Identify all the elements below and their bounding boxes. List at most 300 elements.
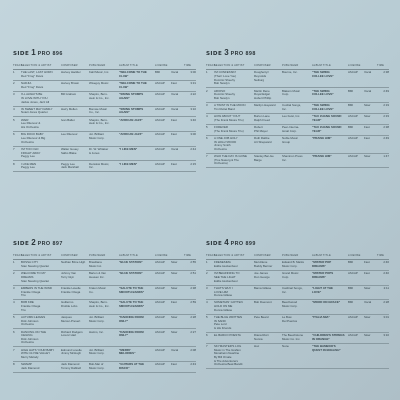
track-time: 4:22 [190, 93, 196, 97]
album-title: "BLUE STATION" [119, 261, 143, 265]
selection-artist: HOW ABOUT YOU? (The Frank Moore Trio) [214, 115, 244, 122]
album-title: "CHILDREN'S STRINGS IN ORANGE" [312, 334, 345, 341]
column-header-cell: TIME [184, 64, 191, 67]
album-title: "THE BAMBOO'S QUEST IN ENGLISH" [312, 345, 341, 352]
composer: Frankie Lavelle Frankie Ortega [61, 286, 81, 294]
track-number: 2 [206, 89, 208, 93]
tempo: Fast [171, 82, 177, 86]
license: ASCAP [155, 261, 165, 265]
side-2-header [13, 238, 196, 252]
tempo: Fast [171, 363, 177, 367]
side-1-header [13, 48, 196, 62]
selection-artist: THE LAST, LAST HORN Red "Frog" Davis [21, 71, 53, 78]
table-row [206, 271, 389, 286]
side-4-section [206, 238, 389, 369]
column-header-cell: TRACK [206, 254, 216, 257]
table-row [13, 132, 196, 147]
tempo: Slow [364, 334, 371, 338]
tempo: Slow [364, 286, 371, 290]
album-title: "LIGHT AT THE LOVE" [312, 286, 333, 294]
license: ASCAP [155, 118, 165, 122]
tempo: Vocal [364, 301, 372, 305]
tempo: Vocal [171, 93, 179, 97]
license: BMI [348, 104, 354, 108]
publisher: Kraton Music Co. [89, 286, 106, 294]
track-time: 2:49 [383, 137, 389, 141]
selection-artist: ARIOSO Dominic Sheehy Bob Newlyn [214, 89, 236, 100]
track-number: 2 [206, 272, 208, 276]
table-row [13, 147, 196, 162]
composer: Harvey Hackler [61, 71, 81, 75]
album-title: "PRAISE HIM" [312, 155, 332, 159]
publisher: Cardinal Songs, Inc. [282, 286, 303, 294]
license: ASCAP [348, 155, 358, 159]
column-header [206, 252, 389, 260]
album-title: "BLUE STATION" [119, 272, 143, 276]
track-time: 3:00 [190, 133, 196, 137]
track-number: 4 [13, 107, 15, 111]
table-row [206, 344, 389, 369]
composer: Bill Graham [61, 93, 77, 97]
column-header-cell: LICENSE [155, 254, 168, 257]
column-header-cell: PUBLISHER [282, 64, 299, 67]
column-header-cell: LICENSE [348, 64, 361, 67]
album-title: "TAU ZHANG SOUND YEAR" [312, 126, 342, 133]
license: BMI [348, 261, 354, 265]
license: ASCAP [348, 71, 358, 75]
selection-artist: I LIKE MEN Peggy Lee [21, 162, 37, 170]
publisher: Jot. Brilliant Music Corp. [89, 316, 105, 323]
composer: Mel Allene Buddy Bernier [254, 261, 273, 268]
tempo: Fast [364, 137, 370, 141]
track-time: 2:11 [383, 286, 389, 290]
table-row [206, 315, 389, 333]
track-time: 3:10 [190, 107, 196, 111]
column-header [13, 62, 196, 70]
column-header-cell: COMPOSER [61, 64, 78, 67]
pro-number: 898 [245, 51, 256, 57]
track-number: 1 [206, 71, 208, 75]
column-header [13, 252, 196, 260]
composer: Guillermo Drobile Lobo [61, 301, 78, 309]
publisher: Jot. Brilliant Music Corp. [89, 133, 105, 141]
composer: Joe James Don George [254, 272, 270, 279]
track-number: 3 [13, 286, 15, 290]
track-number: 6 [13, 330, 15, 334]
table-row [206, 125, 389, 136]
tempo: Fast [171, 118, 177, 122]
selection-artist: AUTUMN LEAVES Dick Johnson Orchestra [21, 316, 46, 327]
column-header-cell: TRACK [13, 254, 23, 257]
license: ASCAP [155, 272, 165, 276]
selection-artist: WHO THE DAY IS GONE (Tive Nasurg & The Orchestra) [214, 155, 247, 166]
column-header-cell: SELECTION & ARTIST [214, 64, 245, 67]
column-header-cell: COMPOSER [61, 254, 78, 257]
composer: Harvey Brown [61, 82, 80, 86]
track-time: 1:47 [383, 155, 389, 159]
selection-artist: SKYMASTER'S LOG Music in The Grafton Monaheim Nearline By Bill Ornale & The Adventurers Orchestra Beat Bandit [214, 345, 243, 367]
publisher: Noble Music Group [282, 137, 298, 144]
selection-artist: DANCING ON THE CEILING Dick Johnson Orchestra [21, 330, 47, 345]
album-title: "MOOD ON GRACE" [312, 301, 341, 305]
album-title: "MERRY MELODIES" [119, 348, 136, 356]
license: BMI [155, 71, 161, 75]
column-header [206, 62, 389, 70]
publisher: None [282, 345, 289, 349]
track-list [13, 70, 196, 172]
composer: Walter Gouey Salbo Blake [61, 147, 79, 155]
track-time: 2:38 [383, 71, 389, 75]
tempo: Fast [364, 261, 370, 265]
publisher: Wiseguy Music [89, 82, 109, 86]
selection-artist: WAIR Lee Ritenour & His Orchestra [21, 118, 41, 130]
album-title: "MISTER POP DREAMS" [312, 261, 332, 268]
track-number: 5 [206, 316, 208, 320]
license: ASCAP [155, 348, 165, 352]
album-title: "AFRICAN JAZZ" [119, 133, 143, 137]
column-header-cell: SELECTION & ARTIST [21, 64, 52, 67]
publisher: Harms, Inc. [89, 330, 104, 334]
selection-artist: HIGH HATS YOUR BABY WITH CLYDE VALLEY Merry Melody [21, 348, 55, 359]
column-header-cell: COMPOSER [254, 254, 271, 257]
selection-artist: SWAMP Jack Diamond [21, 363, 40, 370]
album-title: "SWING STOMPS AGAIN" [119, 107, 144, 115]
license: ASCAP [348, 272, 358, 276]
track-time: 2:08 [190, 348, 196, 352]
table-row [13, 161, 196, 172]
selection-artist: I'M CONFESSIN' (That I Love You) Dominic Sheehy Bob Newlyn [214, 71, 237, 86]
composer: Neithan Brine High [61, 261, 86, 265]
track-time: 2:55 [190, 261, 196, 265]
composer: Stanley Bar-Ge Barge [254, 155, 274, 162]
table-row [13, 347, 196, 362]
selection-artist: NADJIA Red "Frog" Davis [21, 82, 44, 89]
table-row [13, 117, 196, 132]
album-title: "DANCING ROOM ONLY" [119, 330, 144, 338]
track-time: 2:33 [383, 115, 389, 119]
table-row [206, 154, 389, 169]
track-number: 4 [206, 301, 208, 305]
track-time: 3:31 [190, 82, 196, 86]
tempo: Vocal [171, 348, 179, 352]
album-title: "SWING STOMPS AGAIN" [119, 93, 144, 100]
track-number: 6 [206, 334, 208, 338]
publisher: Barton & Van Heusen Inc. [89, 272, 106, 279]
table-row [13, 300, 196, 315]
selection-artist: A ONE JOB HOLY IN HOLLYWOOD Jimmy Smith Orchestra [214, 137, 238, 151]
publisher: Denslow Music, Inc. [89, 162, 110, 170]
tempo: Slow [364, 104, 371, 108]
track-time: 2:51 [190, 272, 196, 276]
pro-number: 899 [245, 241, 256, 247]
track-list [206, 260, 389, 369]
composer: Marilyn Hayward [254, 104, 276, 108]
table-row [13, 315, 196, 330]
column-header-cell: PUBLISHER [89, 254, 106, 257]
tempo: Slow [171, 261, 178, 265]
table-row [206, 103, 389, 114]
tempo: Fast [171, 133, 177, 137]
license: ASCAP [348, 137, 358, 141]
track-number: 3 [206, 286, 208, 290]
track-time: 3:01 [383, 316, 389, 320]
selection-artist: BOB KRE Frankie Ortega Trio [21, 301, 41, 312]
composer: Robert Phil Mayer [254, 126, 268, 133]
tempo: Vocal [171, 71, 179, 75]
track-number: 1 [206, 261, 208, 265]
table-row [13, 286, 196, 301]
side-4-header [206, 238, 389, 252]
column-header-cell: TIME [377, 254, 384, 257]
composer: Ruth Rabbe Art Shepward [254, 137, 272, 144]
side-number: 1 [31, 48, 36, 57]
album-title: "GUITARS AT THE DISCO" [119, 363, 145, 370]
publisher: Shamiron Press Inc. [282, 155, 303, 162]
composer: Burton Lane Ralph Freed [254, 115, 270, 122]
table-row [206, 70, 389, 88]
track-number: 7 [13, 147, 15, 151]
pro-label: PRO [37, 51, 51, 57]
track-list [13, 260, 196, 373]
table-row [13, 107, 196, 118]
column-header-cell: ALBUM TITLE [119, 254, 138, 257]
table-row [206, 300, 389, 315]
album-title: "AFRICAN JAZZ" [119, 118, 143, 122]
column-header-cell: TRACK [13, 64, 23, 67]
track-time: 2:19 [383, 104, 389, 108]
column-header-cell: LICENSE [348, 254, 361, 257]
table-row [13, 70, 196, 81]
tempo: Slow [364, 155, 371, 159]
track-number: 5 [206, 126, 208, 130]
publisher: The Beechstone Music Co. Inc. [282, 334, 304, 341]
track-time: 2:43 [190, 363, 196, 367]
license: BMI [348, 301, 354, 305]
table-row [206, 88, 389, 103]
tempo: Fast [171, 162, 177, 166]
column-header-cell: PUBLISHER [89, 64, 106, 67]
track-time: 3:10 [383, 334, 389, 338]
composer: Richard Rodgers Lorenz Hart [61, 330, 83, 338]
tempo: Vocal [364, 89, 372, 93]
track-number: 6 [206, 137, 208, 141]
album-title: "THE SWING COLLEE LOVE" [312, 71, 334, 78]
license: ASCAP [155, 107, 165, 111]
column-header-cell: LICENSE [155, 64, 168, 67]
publisher: Grand Music Corp. [282, 272, 299, 279]
tempo: Vocal [171, 147, 179, 151]
license: ASCAP [155, 330, 165, 334]
side-number: 2 [31, 238, 36, 247]
license: ASCAP [155, 301, 165, 305]
composer: Johnny Van Terry Glyn [61, 272, 77, 279]
composer: Peggy Lee Jack Marshall [61, 162, 79, 170]
album-title: "ITALIA MIA" [312, 316, 330, 320]
track-number: 5 [13, 316, 15, 320]
album-title: "DANCING ROOM ONLY" [119, 316, 144, 323]
track-number: 6 [13, 133, 15, 137]
track-time: 2:28 [190, 316, 196, 320]
tempo: Slow [171, 286, 178, 290]
table-row [13, 271, 196, 286]
selection-artist: SOMETHIN' GOTTEN HOLD ON ME Donna Gillese [214, 301, 243, 312]
selection-artist: I'LL ALWAYS BE IN LOVE WITH YOU Jackie Jones, Jazz All [21, 93, 50, 104]
license: ASCAP [155, 363, 165, 367]
license: BMI [348, 286, 354, 290]
selection-artist: EMBERS IN THE WIND Frankie Ortega Trio [21, 286, 52, 298]
side-word: SIDE [13, 51, 30, 57]
license: BMI [348, 126, 354, 130]
track-time: 2:27 [190, 330, 196, 334]
pro-label: PRO [230, 51, 244, 57]
track-time: 3:46 [190, 118, 196, 122]
composer: Doughertyz Reynolds Neiburg [254, 71, 269, 82]
album-title: "THE SWING COLLEE LOVE" [312, 104, 334, 111]
track-number: 7 [206, 345, 208, 349]
column-header-cell: ALBUM TITLE [312, 254, 331, 257]
tempo: Slow [171, 330, 178, 334]
composer: Edmund Lovelle Jimmy McHugh [61, 348, 82, 356]
tempo: Slow [171, 272, 178, 276]
column-header-cell: TIME [184, 254, 191, 257]
track-time: 2:49 [383, 89, 389, 93]
table-row [13, 329, 196, 347]
track-list [206, 70, 389, 168]
pro-label: PRO [37, 241, 51, 247]
composer: Ivan Ballet [61, 118, 75, 122]
license [348, 345, 364, 367]
license: ASCAP [155, 147, 165, 151]
selection-artist: IN SWEET MAY FAMILY Noteit Jones Quartet [21, 107, 53, 115]
track-time: 2:38 [383, 126, 389, 130]
album-title: "WELCOME TO THE CLUB" [119, 82, 147, 89]
selection-artist: THAT'S WHY I LOVE HIM Donna Gillese [214, 286, 233, 298]
track-number: 4 [206, 115, 208, 119]
tempo: Fast [364, 126, 370, 130]
license: ASCAP [348, 115, 358, 119]
license: ASCAP [155, 286, 165, 290]
tempo: Fast [171, 301, 177, 305]
column-header-cell: TIME [377, 64, 384, 67]
side-3-header [206, 48, 389, 62]
composer: Bama Gillese [254, 286, 272, 290]
publisher: Edward B. Marks Music Corp. [282, 261, 305, 268]
composer: Martin Rene Royal Edgar Hubert Phillip [254, 89, 272, 100]
pro-label: PRO [230, 241, 244, 247]
track-number: 1 [13, 71, 15, 75]
column-header-cell: SELECTION & ARTIST [214, 254, 245, 257]
column-header-cell: ALBUM TITLE [119, 64, 138, 67]
composer: Harry Mollen [61, 107, 78, 111]
album-title: "I LIKE MEN" [119, 147, 138, 151]
table-row [206, 114, 389, 125]
album-title: "TAU ZHANG SOUND YEAR" [312, 115, 342, 122]
side-number: 4 [224, 238, 229, 247]
side-3-section [206, 48, 389, 168]
publisher: Shapiro, Bern- stein & Co., Inc. [89, 93, 110, 100]
side-word: SIDE [206, 51, 223, 57]
publisher: Blakers Music Corp. [282, 89, 300, 97]
publisher: Bob-Mar of Music Corp. [89, 363, 105, 370]
table-row [13, 92, 196, 107]
album-title: "SALUTE TO THE SMOOTH BANDS" [119, 301, 145, 309]
table-row [206, 333, 389, 344]
track-time: 2:15 [190, 162, 196, 166]
selection-artist: FOREVER (The Frank Moore Trio) [214, 126, 244, 133]
track-number: 3 [206, 104, 208, 108]
publisher: Dr. W. Wittaker & Jones [89, 147, 109, 155]
table-row [13, 81, 196, 92]
album-title: "MISTER POPS DREAMS" [312, 272, 334, 279]
selection-artist: BOSSA CITY Stan Stearing Quartet [21, 261, 49, 268]
publisher: Bomwe Music Co., Inc. [89, 107, 107, 115]
track-number: 7 [13, 348, 15, 352]
license: ASCAP [348, 316, 358, 320]
selection-artist: EL BARCO POESTA [214, 334, 241, 338]
tempo: Fast [364, 272, 370, 276]
publisher: Le Bow Del Puertos [282, 316, 298, 323]
composer: Pete Beard [254, 316, 269, 320]
column-header-cell: SELECTION & ARTIST [21, 254, 52, 257]
tempo: Slow [364, 115, 371, 119]
track-time: 2:46 [383, 261, 389, 265]
column-header-cell: PUBLISHER [282, 254, 299, 257]
selection-artist: BIG ROCK BABY Lee Ritenour & Big Orchestra [21, 133, 46, 144]
track-number: 3 [13, 93, 15, 97]
composer: Lee Ritenour [61, 133, 78, 137]
track-time [377, 345, 389, 367]
track-time: 2:28 [383, 301, 389, 305]
license: ASCAP [155, 162, 165, 166]
license: ASCAP [155, 82, 165, 86]
license: ASCAP [348, 334, 358, 338]
publisher: Beechwood Music Corp. [282, 301, 298, 309]
track-time: 2:44 [190, 147, 196, 151]
table-row [13, 260, 196, 271]
selection-artist: THE BLUE WRITTEN IN SAND Pete Lord & His Friends [214, 316, 243, 330]
tempo: Slow [171, 316, 178, 320]
publisher: Shapiro, Bern- stein & Co., Inc. [89, 118, 110, 126]
track-time: 3:00 [190, 71, 196, 75]
selection-artist: FRENESIMA Eddie Heckenbeur [214, 261, 238, 268]
license: ASCAP [155, 133, 165, 137]
publisher: Peer-Interna- tional Corp. [282, 126, 300, 133]
selection-artist: I'M BEGINNING TO SEE THE LIGHT Eddie Heckenbeur [214, 272, 240, 283]
track-time: 2:40 [383, 272, 389, 276]
license: ASCAP [155, 316, 165, 320]
track-time: 2:59 [190, 301, 196, 305]
track-number: 2 [13, 272, 15, 276]
side-1-section [13, 48, 196, 172]
album-title: "SALUTE TO THE SMOOTH BANDS" [119, 286, 145, 294]
table-row [13, 362, 196, 373]
publisher: Shapiro, Bern- stein & Co., Inc. [89, 301, 110, 309]
table-row [206, 136, 389, 154]
pro-number: 897 [52, 241, 63, 247]
track-number: 4 [13, 301, 15, 305]
table-row [206, 260, 389, 271]
composer: Huc [254, 345, 260, 349]
tempo: Slow [364, 316, 371, 320]
composer: Jack Diamond Tommy Dabbell [61, 363, 81, 370]
publisher: Bourne, Inc. [282, 71, 298, 75]
publisher: Kalil Music, Inc. [89, 71, 110, 75]
publisher: Brasiliana Music Inc. [89, 261, 103, 268]
track-number: 2 [13, 82, 15, 86]
table-row [206, 286, 389, 301]
track-number: 7 [206, 155, 208, 159]
album-title: "I LIKE MEN" [119, 162, 138, 166]
